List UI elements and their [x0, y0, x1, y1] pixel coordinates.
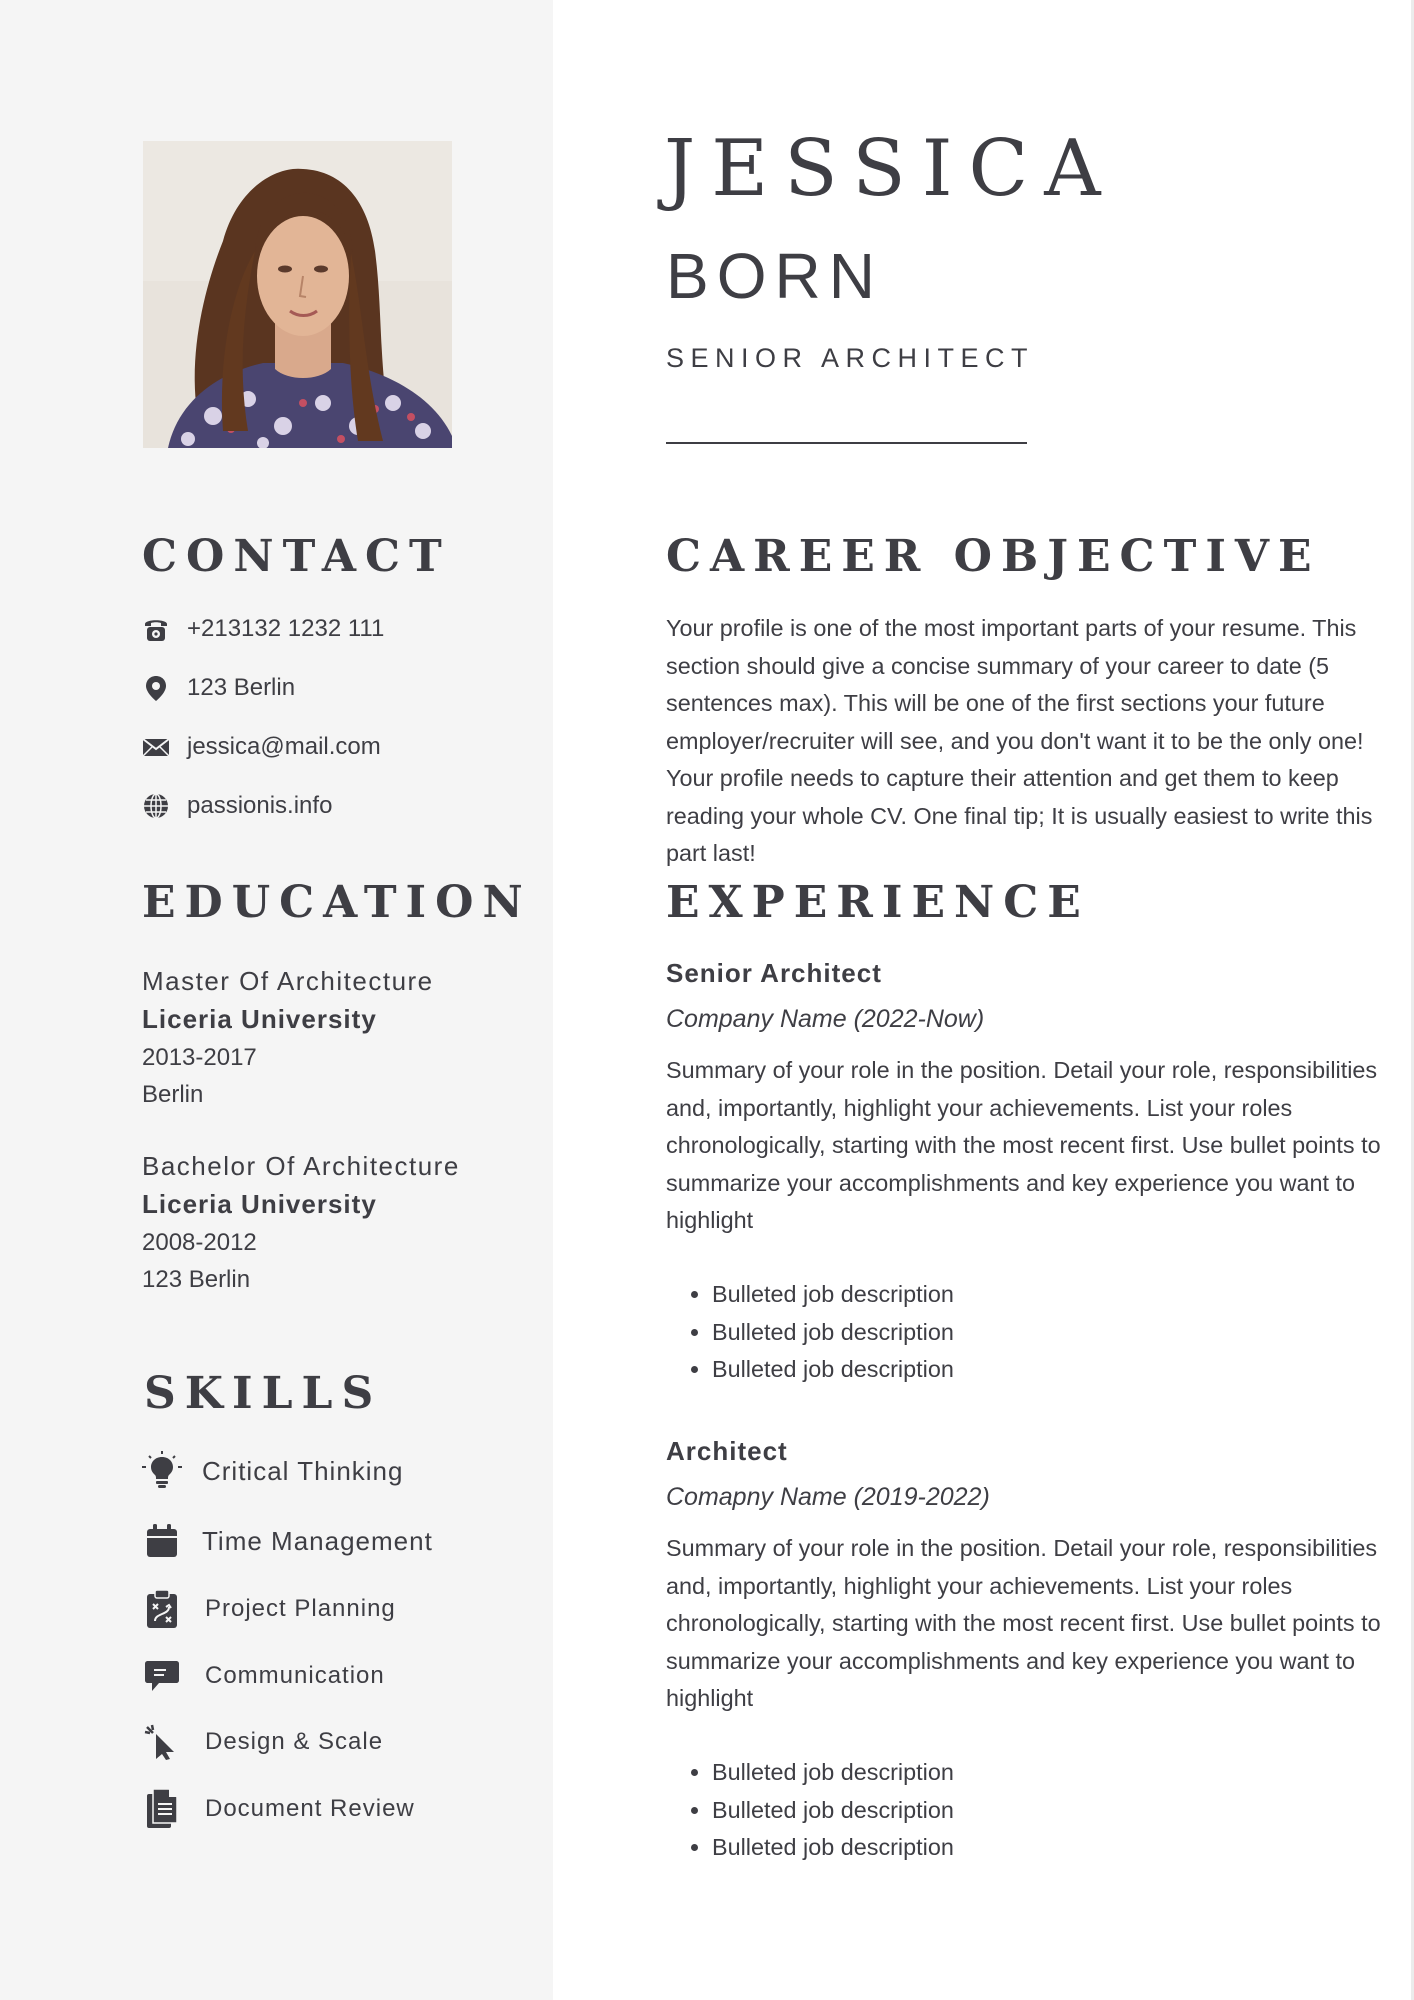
- education-location: Berlin: [142, 1081, 204, 1108]
- job-bullet: • Bulleted job description: [712, 1314, 1412, 1352]
- education-years: 2013-2017: [142, 1044, 257, 1071]
- skill-critical-thinking: [140, 1449, 403, 1493]
- job-2-bullets: [666, 1754, 1412, 1867]
- job-1-bullets: [666, 1276, 1412, 1389]
- job-1-company: Company Name (2022-Now): [666, 1005, 985, 1033]
- location-pin-icon: [141, 673, 171, 703]
- contact-website-text[interactable]: passionis.info: [187, 792, 333, 819]
- experience-heading: EXPERIENCE: [666, 877, 1090, 928]
- document-icon: [140, 1787, 184, 1831]
- career-objective-heading: CAREER OBJECTIVE: [666, 531, 1321, 582]
- globe-icon: [141, 791, 171, 821]
- skill-label: Document Review: [205, 1795, 415, 1822]
- skill-label: Time Management: [202, 1525, 433, 1556]
- skill-time-management: [140, 1519, 433, 1563]
- clipboard-plan-icon: [140, 1587, 184, 1631]
- chat-bubble-icon: [140, 1654, 184, 1698]
- job-2-summary: Summary of your role in the position. Detail your role, responsibilities and, importantly, highlight your achievements. List your roles chronologically, starting with the most recent first. Use bullet points to summarize your accomplishments and key experience you want to highlight: [666, 1535, 1381, 1711]
- skill-label: Design & Scale: [205, 1728, 384, 1755]
- job-bullet: • Bulleted job description: [712, 1351, 1412, 1389]
- phone-icon: [141, 614, 171, 644]
- skill-label: Project Planning: [205, 1595, 396, 1622]
- contact-website: [141, 789, 332, 823]
- job-bullet: • Bulleted job description: [712, 1829, 1412, 1867]
- job-bullet: • Bulleted job description: [712, 1276, 1412, 1314]
- education-degree: Bachelor Of Architecture: [142, 1151, 460, 1181]
- education-location: 123 Berlin: [142, 1266, 251, 1293]
- contact-email: [141, 730, 381, 764]
- job-bullet: • Bulleted job description: [712, 1792, 1412, 1830]
- job-bullet: • Bulleted job description: [712, 1754, 1412, 1792]
- calendar-icon: [140, 1519, 184, 1563]
- education-degree: Master Of Architecture: [142, 966, 434, 996]
- skills-heading: SKILLS: [144, 1368, 383, 1419]
- skill-document-review: [140, 1787, 415, 1831]
- education-school: Liceria University: [142, 1189, 377, 1219]
- profile-photo: [143, 141, 452, 448]
- last-name: BORN: [666, 240, 883, 312]
- portrait-illustration: [143, 141, 452, 448]
- envelope-icon: [141, 732, 171, 762]
- education-entry-2: [142, 1148, 532, 1298]
- job-1-summary: Summary of your role in the position. Detail your role, responsibilities and, importantly, highlight your achievements. List your roles chronologically, starting with the most recent first. Use bullet points to summarize your accomplishments and key experience you want to highlight: [666, 1057, 1381, 1233]
- education-heading: EDUCATION: [142, 877, 532, 928]
- education-school: Liceria University: [142, 1004, 377, 1034]
- skill-label: Communication: [205, 1662, 385, 1689]
- skill-design-scale: [140, 1720, 383, 1764]
- first-name: JESSICA: [664, 124, 1117, 214]
- header-divider: [666, 442, 1027, 444]
- contact-phone-text[interactable]: +213132 1232 111: [187, 615, 385, 642]
- contact-location-text: 123 Berlin: [187, 674, 296, 701]
- job-role: SENIOR ARCHITECT: [666, 343, 1035, 373]
- contact-heading: CONTACT: [142, 531, 451, 582]
- contact-location: [141, 671, 295, 705]
- job-1-title: Senior Architect: [666, 958, 882, 988]
- skill-project-planning: [140, 1587, 396, 1631]
- career-objective-text: Your profile is one of the most important parts of your resume. This section should give a concise summary of your career to date (5 sentences max). This will be one of the first sections your future employer/recruiter will see, and you don't want it to be the only one! Your profile needs to capture their attention and get them to keep reading your whole CV. One final tip; It is usually easiest to write this part last!: [666, 615, 1373, 866]
- skill-communication: [140, 1654, 385, 1698]
- cursor-icon: [140, 1720, 184, 1764]
- education-years: 2008-2012: [142, 1229, 257, 1256]
- contact-email-text[interactable]: jessica@mail.com: [187, 733, 381, 760]
- education-entry-1: [142, 963, 532, 1113]
- lightbulb-icon: [140, 1449, 184, 1493]
- job-2-title: Architect: [666, 1436, 788, 1466]
- job-2-company: Comapny Name (2019-2022): [666, 1483, 990, 1511]
- contact-phone: [141, 612, 384, 646]
- skill-label: Critical Thinking: [202, 1455, 404, 1486]
